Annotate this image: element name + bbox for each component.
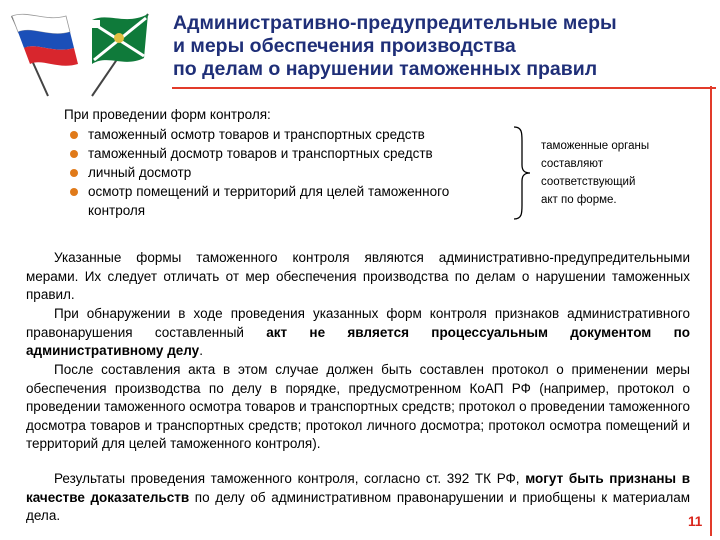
list-item-text: таможенный осмотр товаров и транспортных средств [88,127,425,142]
list-item [69,182,509,220]
slide-title [173,12,713,81]
russian-flag-icon [12,14,78,96]
note-line: акт по форме. [541,194,617,206]
paragraph-1 [26,249,690,305]
paragraph-text: При обнаружении в ходе проведения указанных форм контроля признаков административного правонарушения составленный [26,306,690,340]
note-line: таможенные органы [541,140,650,152]
paragraph-text: Указанные формы таможенного контроля являются административно-предупредительными мерами. Их следует отличать от мер обеспечения производства по делам о нарушении таможенных правил. [26,250,690,302]
paragraph-3 [26,361,690,454]
note-text [541,137,649,209]
list-item [69,125,509,144]
paragraph-text: Результаты проведения таможенного контроля, согласно ст. 392 ТК РФ, [54,471,526,486]
list-item-text: осмотр помещений и территорий для целей таможенного контроля [88,184,450,218]
note-line: составляют [541,158,603,170]
bullet-icon [70,150,78,158]
list-item-text: личный досмотр [88,165,192,180]
customs-flag-icon [92,14,148,96]
page-number: 11 [688,514,703,529]
paragraph-text: по делу об административном правонарушении и приобщены к материалам дела. [26,489,690,523]
note-line: соответствующий [541,176,636,188]
title-line: и меры обеспечения производства [173,35,516,57]
title-underline [172,87,716,89]
list-item-text: таможенный досмотр товаров и транспортных средств [88,146,433,161]
title-line: по делам о нарушении таможенных правил [173,58,598,80]
flags-logo [8,6,158,98]
paragraph-4 [26,470,690,526]
paragraph-2 [26,305,690,361]
bullet-icon [70,188,78,196]
control-forms-list [69,125,509,220]
paragraph-text: После составления акта в этом случае должен быть составлен протокол о применении меры обеспечения производства по делу в порядке, предусмотренном КоАП РФ (например, протокол о проведении таможенного осмотра товаров и транспортных средств; протокол о проведении таможенного досмотра товаров и транспортных средств; протокол личного досмотра; протокол осмотра помещений и территорий для целей таможенного контроля). [26,362,690,451]
list-item [69,144,509,163]
curly-brace-icon [512,125,532,221]
intro-text: При проведении форм контроля: [64,107,271,122]
bold-statement: могут быть признаны в качестве доказательств [26,471,690,505]
bullet-icon [70,131,78,139]
bullet-icon [70,169,78,177]
right-border-line [710,86,712,536]
list-item [69,163,509,182]
bold-statement: акт не является процессуальным документом по административному делу [26,324,690,358]
paragraph-text: . [199,343,203,358]
title-line: Административно-предупредительные меры [173,12,617,34]
